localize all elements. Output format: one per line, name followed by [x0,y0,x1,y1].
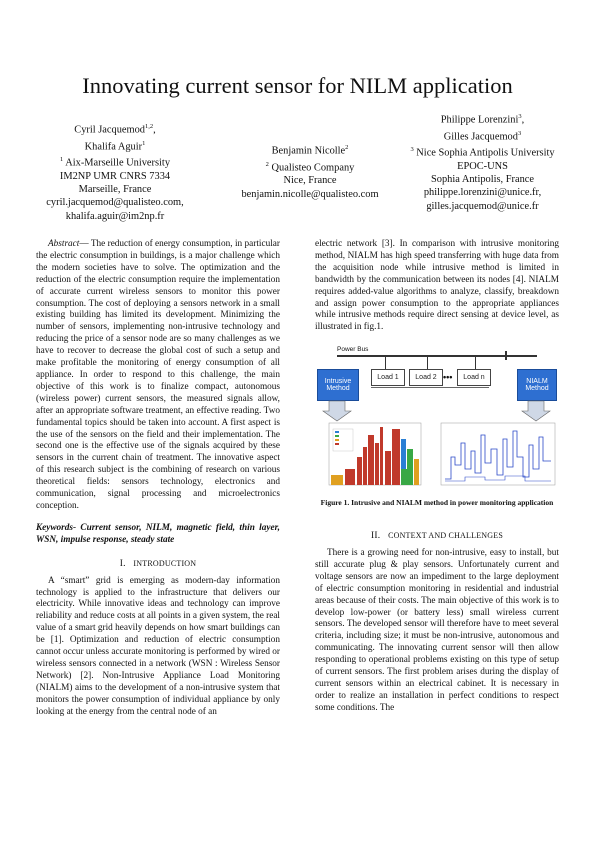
author-email[interactable]: benjamin.nicolle@qualisteo.com [241,188,379,200]
load-box: Load 1 [371,369,405,386]
author-name: Gilles Jacquemod$^3$ [443,129,522,143]
figure-1 [315,339,559,489]
author-email[interactable]: khalifa.aguir@im2np.fr [65,210,165,222]
right-column-top [315,239,559,334]
author-name: Benjamin Nicolle$^2$ [271,144,349,157]
author-affiliation: $^1$ Aix-Marseille University [59,156,171,169]
author-affiliation: $^2$ Qualisteo Company [265,160,355,174]
author-block-2 [220,141,400,201]
intrusive-arrow [323,401,351,421]
nialm-method-box: NIALM Method [517,369,557,401]
load-box: Load n [457,369,491,386]
intrusive-method-box: Intrusive Method [317,369,359,401]
author-lab: EPOC-UNS [457,161,508,173]
author-lab: IM2NP UMR CNRS 7334 [59,171,171,183]
power-bus-label: Power Bus [337,346,369,353]
figure-caption: Figure 1. Intrusive and NIALM method in power monitoring application [320,498,554,507]
author-location: Sophia Antipolis, France [430,174,535,186]
author-name: Cyril Jacquemod$^{1,2}$, [74,123,156,136]
paper-title: Innovating current sensor for NILM application [82,73,513,98]
figure-graphics [315,339,559,489]
author-name: Khalifa Aguir$^1$ [84,139,146,153]
ellipsis: ••• [443,372,453,382]
author-location: Nice, France [283,175,337,187]
author-block-1 [20,120,210,223]
abstract: Abstract— The reduction of energy consumption, in particular the electric consumption in buildings, is a major challenge which the modern societies have to solve. The optimization and the reduction of the electric consumption require the implementation of accurate current wireless sensors to monitor this power consumption. The cost of deploying a sensors network in a small existing building has limited its development. Minimizing the number of sensors, implementing non-intrusive technology and reducing the price of a sensor node are so many challenges as we have to recover to decrease the global cost of such a setup and make profitable the monitoring of energy consumption of all appliance. In order to respond to this challenge, the main objective of this work is to finalize compact, autonomous (wireless power) current sensors, the measured signals allow, after an appropriate software treatment, an effective reading. Two fundamental topics should be taken into account. A first aspect is the use of the sensors on the field and their implementation. The second one is the effective use of the signals acquired by these sensors in the current chain of treatment. The innovative aspect of this research subject is the combining of research on various theoretical fields: sensors technology, electronics and communication, signal processing and microelectronics conception. [36,239,280,511]
keywords: Keywords- Current sensor, NILM, magnetic field, thin layer, WSN, impulse response, steady state [36,522,280,545]
intro-paragraph: A “smart” grid is emerging as modern-day information technology is applied to the infrastructure that delivers our electricity. While innovative ideas and technology can improve reliability and reduce costs at all points in a given system, the real value of a smart grid heavily depends on how smart buildings can be [1]. Optimization and reduction of electric consumption cannot occur unless accurate monitoring is performed by wired or wireless sensors connected in a network (WSN : Wireless Sensor Network) [2]. Non-Intrusive Appliance Load Monitoring (NIALM) aims to the development of a non-intrusive system that monitors the power consumption of individual appliance by only looking at the energy from the central node of an [36,575,280,717]
intrusive-plot [329,423,421,485]
author-email[interactable]: gilles.jacquemod@unice.fr [426,200,539,212]
author-name: Philippe Lorenzini$^3$, [440,113,525,126]
author-affiliation: $^3$ Nice Sophia Antipolis University [410,146,555,159]
author-block-3 [380,110,585,213]
section-heading-1: I. INTRODUCTION [119,558,197,569]
section-heading-2: II. CONTEXT AND CHALLENGES [371,531,503,541]
nialm-plot [441,423,555,485]
left-column [36,239,280,719]
nialm-arrow [522,401,550,421]
author-location: Marseille, France [78,184,152,196]
author-email[interactable]: cyril.jacquemod@qualisteo.com, [46,197,184,209]
context-paragraph: There is a growing need for non-intrusive, easy to install, but still accurate plug & play sensors. Unfortunately current and voltage sensors are now an impediment to the large deployment of electric consumption monitoring in residential and industrial areas because of their costs. The main objective of this work is to develop low-power (or battery less) small wireless current sensors. The developed sensor will therefore have to meet several criteria, including size; it must be non-intrusive, autonomous and communicating. The innovating current sensor will then allow responding to operational problems existing on this type of setup of current sensors. The first problem arises during the display of current sensors within an electrical cabinet. It is necessary in order to realize an installation in perfect conditions to respect some conditions. The [315,548,559,713]
right-column-bottom [315,530,559,715]
author-email[interactable]: philippe.lorenzini@unice.fr, [423,187,542,199]
intro-paragraph-cont: electric network [3]. In comparison with intrusive monitoring method, NIALM has high speed transferring with huge data from the acquisition node while intrusive method is limited in bandwidth by the communication between its nodes [4]. NIALM requires added-value algorithms to analyze, classify, breakdown and assign power consumption to the appropriate appliances while intrusive methods require direct sensing at device level, as illustrated in fig.1. [315,239,559,333]
load-box: Load 2 [409,369,443,386]
